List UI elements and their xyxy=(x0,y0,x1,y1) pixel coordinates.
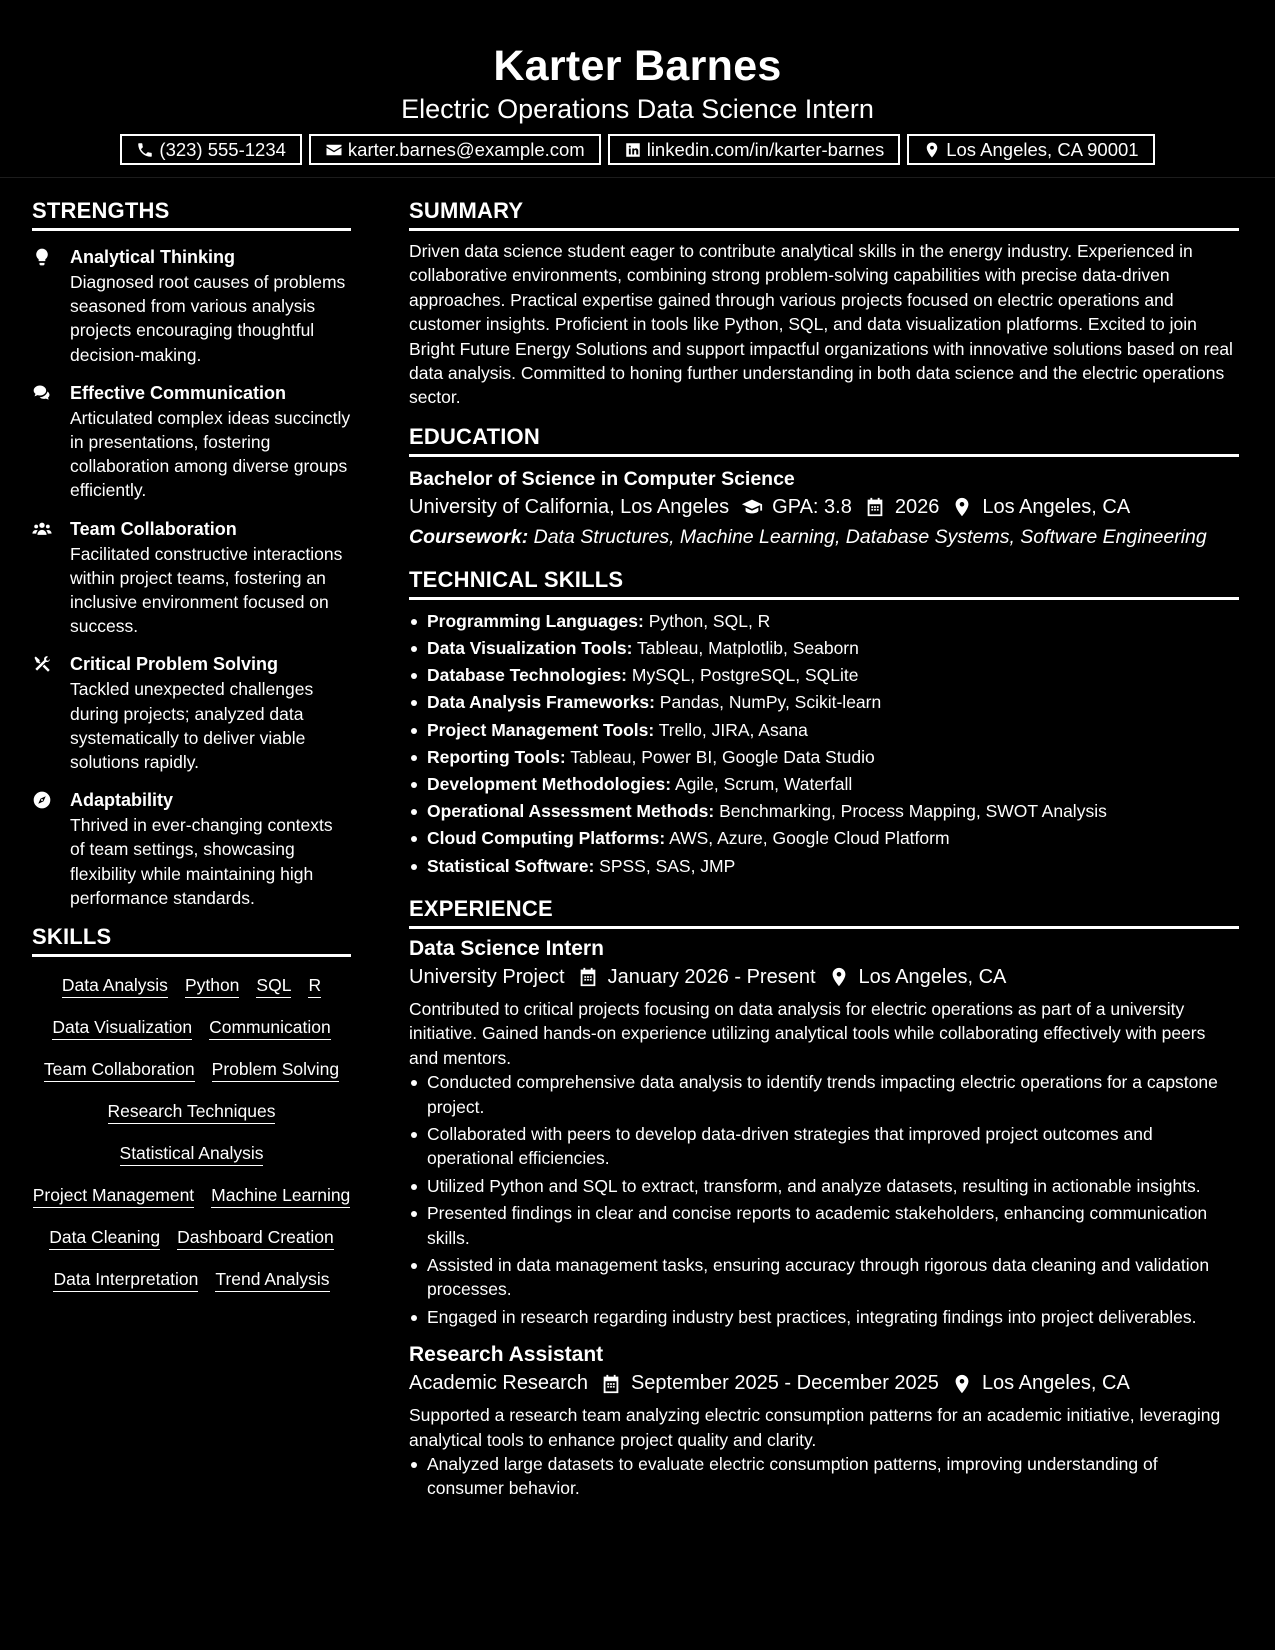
strength-item xyxy=(32,245,351,367)
strength-item xyxy=(32,788,351,910)
technical-skills-heading: TECHNICAL SKILLS xyxy=(409,567,1239,600)
skill-tag: Communication xyxy=(209,1016,331,1040)
tech-label: Project Management Tools: xyxy=(427,719,655,740)
job-location: Los Angeles, CA xyxy=(858,965,1007,988)
list-item xyxy=(409,635,1239,662)
job-org: University Project xyxy=(409,965,565,988)
tech-label: Development Methodologies: xyxy=(427,774,672,795)
map-marker-icon xyxy=(923,141,941,159)
education-gpa: GPA: 3.8 xyxy=(772,495,852,518)
summary-heading: SUMMARY xyxy=(409,198,1239,231)
tech-value: Agile, Scrum, Waterfall xyxy=(674,774,853,795)
strength-title: Team Collaboration xyxy=(70,518,237,539)
tech-label: Cloud Computing Platforms: xyxy=(427,828,666,849)
skill-tag: Research Techniques xyxy=(108,1100,276,1124)
skill-tag: Trend Analysis xyxy=(215,1268,329,1292)
phone-text: (323) 555-1234 xyxy=(159,138,286,160)
lightbulb-icon xyxy=(32,247,52,267)
skill-tag: SQL xyxy=(256,974,291,998)
list-item: Presented findings in clear and concise reports to academic stakeholders, enhancing communication skills. xyxy=(409,1201,1239,1250)
graduation-cap-icon xyxy=(741,496,763,518)
skill-tag: Statistical Analysis xyxy=(120,1142,264,1166)
strength-desc: Articulated complex ideas succinctly in presentations, fostering collaboration among diverse groups efficiently. xyxy=(70,407,351,501)
skills-heading: SKILLS xyxy=(32,924,351,957)
job-title: Data Science Intern xyxy=(409,936,604,960)
job-location: Los Angeles, CA xyxy=(981,1372,1130,1395)
list-item xyxy=(409,608,1239,635)
tech-label: Statistical Software: xyxy=(427,855,595,876)
job-bullets xyxy=(409,1070,1239,1329)
tech-label: Data Analysis Frameworks: xyxy=(427,692,655,713)
strength-title: Effective Communication xyxy=(70,382,287,403)
skill-tag: Project Management xyxy=(33,1184,194,1208)
skill-tag: Machine Learning xyxy=(211,1184,350,1208)
strength-desc: Tackled unexpected challenges during projects; analyzed data systematically to deliver viable solutions rapidly. xyxy=(70,679,314,773)
tech-label: Programming Languages: xyxy=(427,610,644,631)
strengths-heading: STRENGTHS xyxy=(32,198,351,231)
calendar-icon xyxy=(600,1373,622,1395)
resume-header xyxy=(0,0,1275,178)
job-dates: January 2026 - Present xyxy=(607,965,816,988)
contact-bar xyxy=(0,134,1275,165)
strength-title: Analytical Thinking xyxy=(70,247,236,267)
skill-tag: Dashboard Creation xyxy=(177,1226,334,1250)
contact-phone[interactable] xyxy=(120,134,302,165)
list-item xyxy=(409,798,1239,825)
list-item xyxy=(409,662,1239,689)
coursework-label: Coursework: xyxy=(409,525,529,548)
tech-label: Operational Assessment Methods: xyxy=(427,801,715,822)
calendar-icon xyxy=(864,496,886,518)
phone-icon xyxy=(136,141,154,159)
tech-value: Tableau, Matplotlib, Seaborn xyxy=(637,638,859,659)
education-coursework xyxy=(409,526,1239,549)
tech-value: AWS, Azure, Google Cloud Platform xyxy=(669,828,950,849)
skill-tag: Problem Solving xyxy=(212,1058,339,1082)
education-heading: EDUCATION xyxy=(409,424,1239,457)
calendar-icon xyxy=(577,966,599,988)
linkedin-icon xyxy=(624,141,642,159)
tech-label: Reporting Tools: xyxy=(427,746,566,767)
job-dates: September 2025 - December 2025 xyxy=(630,1372,939,1395)
job-meta xyxy=(409,1372,1239,1395)
skill-tag: Python xyxy=(185,974,239,998)
tech-label: Data Visualization Tools: xyxy=(427,638,633,659)
strength-item xyxy=(32,652,351,774)
tech-label: Database Technologies: xyxy=(427,665,628,686)
job-description: Supported a research team analyzing electric consumption patterns for an academic initiative, leveraging analytical tools to enhance project quality and clarity. xyxy=(409,1405,1221,1450)
map-marker-icon xyxy=(951,496,973,518)
experience-heading: EXPERIENCE xyxy=(409,896,1239,929)
skill-tag: Team Collaboration xyxy=(44,1058,195,1082)
right-column xyxy=(409,198,1239,1504)
skill-tag: Data Cleaning xyxy=(49,1226,160,1250)
tech-value: Benchmarking, Process Mapping, SWOT Analysis xyxy=(719,801,1107,822)
envelope-icon xyxy=(325,141,343,159)
coursework-list: Data Structures, Machine Learning, Database Systems, Software Engineering xyxy=(533,525,1207,548)
job-meta xyxy=(409,966,1239,989)
education-year: 2026 xyxy=(894,495,940,518)
skill-tag: Data Interpretation xyxy=(53,1268,198,1292)
strength-desc: Facilitated constructive interactions within project teams, fostering an inclusive environment focused on success. xyxy=(70,543,343,637)
list-item: Engaged in research regarding industry best practices, integrating findings into project deliverables. xyxy=(409,1305,1239,1329)
skill-tag: R xyxy=(308,974,321,998)
job-bullets xyxy=(409,1452,1239,1501)
email-text: karter.barnes@example.com xyxy=(347,138,585,160)
education-meta xyxy=(409,496,1239,519)
strength-desc: Thrived in ever-changing contexts of team settings, showcasing flexibility while maintaining high performance standards. xyxy=(70,815,333,908)
comments-icon xyxy=(32,383,52,403)
list-item: Utilized Python and SQL to extract, transform, and analyze datasets, resulting in actionable insights. xyxy=(409,1174,1239,1198)
contact-linkedin[interactable] xyxy=(608,134,901,165)
education-school: University of California, Los Angeles xyxy=(409,495,730,518)
strength-item xyxy=(32,381,351,503)
tech-value: Trello, JIRA, Asana xyxy=(658,719,808,740)
strength-item xyxy=(32,517,351,639)
strengths-list xyxy=(32,245,351,910)
list-item xyxy=(409,825,1239,852)
left-column xyxy=(32,198,351,1292)
tech-value: Pandas, NumPy, Scikit-learn xyxy=(659,692,882,713)
list-item xyxy=(409,853,1239,880)
list-item: Analyzed large datasets to evaluate electric consumption patterns, improving understanding of consumer behavior. xyxy=(409,1452,1239,1501)
tech-value: Python, SQL, R xyxy=(648,610,771,631)
contact-location[interactable] xyxy=(907,134,1154,165)
list-item xyxy=(409,689,1239,716)
list-item xyxy=(409,771,1239,798)
list-item xyxy=(409,717,1239,744)
job-description: Contributed to critical projects focusing on data analysis for electric operations as part of a university initiative. Gained hands-on experience utilizing analytical tools while collaborating effectively with peers and mentors. xyxy=(409,998,1206,1068)
compass-icon xyxy=(32,790,52,810)
strength-title: Critical Problem Solving xyxy=(70,654,279,675)
technical-skills-list xyxy=(409,608,1239,880)
education-location: Los Angeles, CA xyxy=(982,495,1131,518)
list-item: Assisted in data management tasks, ensuring accuracy through rigorous data cleaning and validation processes. xyxy=(409,1253,1239,1302)
tools-icon xyxy=(32,654,52,674)
map-marker-icon xyxy=(951,1373,973,1395)
contact-email[interactable] xyxy=(309,134,601,165)
summary-text: Driven data science student eager to contribute analytical skills in the energy industry. Experienced in collaborative environments, combining strong problem-solving capabilities with precise data-driven approaches. Practical expertise gained through various projects focused on electric operations and customer insights. Proficient in tools like Python, SQL, and data visualization platforms. Excited to join Bright Future Energy Solutions and support impactful organizations with innovative solutions based on real data analysis. Committed to honing further understanding in both data science and the electric operations sector. xyxy=(409,241,1233,408)
tech-value: Tableau, Power BI, Google Data Studio xyxy=(570,746,875,767)
candidate-title: Electric Operations Data Science Intern xyxy=(401,94,874,124)
linkedin-text: linkedin.com/in/karter-barnes xyxy=(646,138,885,160)
skills-list xyxy=(32,974,351,1292)
job-title: Research Assistant xyxy=(409,1343,604,1367)
strength-title: Adaptability xyxy=(70,790,174,811)
strength-desc: Diagnosed root causes of problems seasoned from various analysis projects encouraging thoughtful decision-making. xyxy=(70,272,346,365)
skill-tag: Data Analysis xyxy=(62,974,168,998)
list-item xyxy=(409,744,1239,771)
list-item: Conducted comprehensive data analysis to identify trends impacting electric operations for a capstone project. xyxy=(409,1070,1239,1119)
map-marker-icon xyxy=(828,966,850,988)
job-org: Academic Research xyxy=(409,1372,588,1395)
location-text: Los Angeles, CA 90001 xyxy=(946,138,1139,160)
education-degree: Bachelor of Science in Computer Science xyxy=(409,467,795,490)
candidate-name: Karter Barnes xyxy=(493,42,782,90)
users-icon xyxy=(32,519,52,539)
list-item: Collaborated with peers to develop data-driven strategies that improved project outcomes and operational efficiencies. xyxy=(409,1122,1239,1171)
tech-value: MySQL, PostgreSQL, SQLite xyxy=(631,665,859,686)
tech-value: SPSS, SAS, JMP xyxy=(599,855,736,876)
skill-tag: Data Visualization xyxy=(52,1016,192,1040)
